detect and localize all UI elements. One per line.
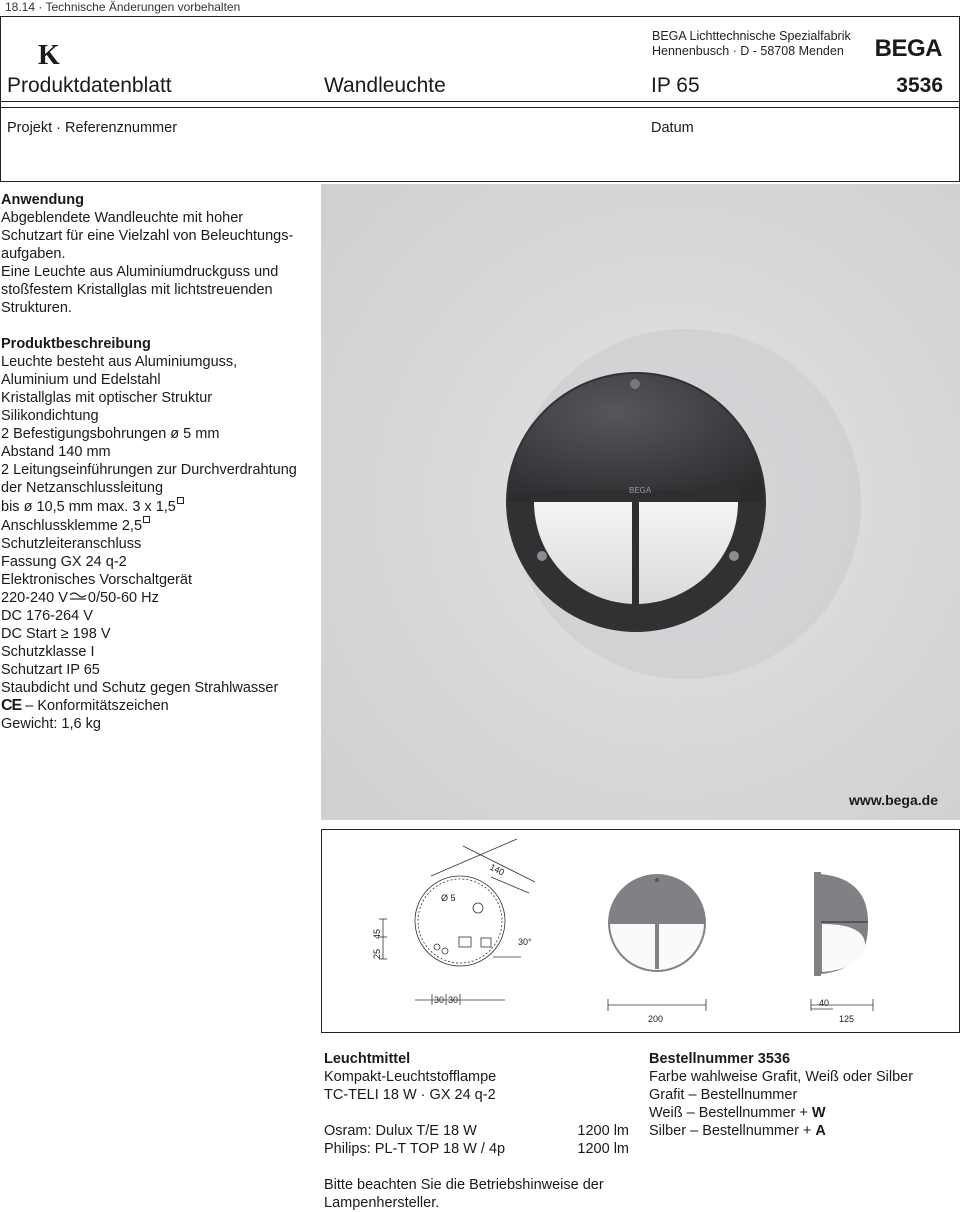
project-label: Projekt · Referenznummer — [7, 120, 178, 136]
square-mm-icon — [143, 516, 150, 523]
leuchtmittel-title: Leuchtmittel — [324, 1051, 411, 1067]
produkt-line: Kristallglas mit optischer Struktur — [1, 390, 213, 406]
header-rule-1 — [0, 101, 960, 102]
top-bar — [0, 0, 960, 16]
anwendung-line: aufgaben. — [1, 246, 66, 262]
produkt-title: Produktbeschreibung — [1, 336, 151, 352]
produkt-line: 220-240 V 0/50-60 Hz — [1, 590, 159, 606]
produkt-line: 2 Leitungseinführungen zur Durchverdrahtung — [1, 462, 297, 478]
osram-lumen: 1200 lm — [577, 1123, 629, 1139]
order-title: Bestellnummer 3536 — [649, 1051, 791, 1067]
brand-logo: BEGA — [874, 35, 942, 62]
website-link[interactable]: www.bega.de — [849, 792, 938, 808]
company-address: Hennenbusch · D - 58708 Menden — [652, 44, 844, 58]
dim-30b: 30 — [448, 995, 459, 1005]
technical-drawing — [321, 829, 960, 1033]
date-label: Datum — [651, 120, 694, 136]
produkt-line: Elektronisches Vorschaltgerät — [1, 572, 193, 588]
doc-type: Produktdatenblatt — [7, 74, 172, 97]
produkt-line: Staubdicht und Schutz gegen Strahlwasser — [1, 680, 279, 696]
ce-mark: CE — [1, 697, 22, 714]
dim-25: 25 — [372, 948, 382, 959]
produkt-line: CE – Konformitätszeichen — [1, 697, 169, 714]
anwendung-line: Eine Leuchte aus Aluminiumdruckguss und — [1, 264, 279, 280]
produkt-line: Abstand 140 mm — [1, 444, 111, 460]
ac-dc-icon — [68, 591, 88, 603]
anwendung-line: Strukturen. — [1, 300, 72, 316]
header-rule-2 — [0, 107, 960, 108]
produkt-line: Schutzleiteranschluss — [1, 536, 142, 552]
dim-200: 200 — [648, 1014, 664, 1024]
order-line: Grafit – Bestellnummer — [649, 1087, 798, 1103]
osram-label: Osram: Dulux T/E 18 W — [324, 1123, 477, 1139]
protection-class: IP 65 — [651, 74, 700, 97]
order-suffix: A — [815, 1123, 826, 1139]
dim-o5: Ø 5 — [441, 893, 456, 903]
lamp-logo: BEGA — [629, 486, 652, 495]
revision-note: 18.14 · Technische Änderungen vorbehalten — [5, 0, 241, 14]
order-line: Silber – Bestellnummer + A — [649, 1123, 826, 1139]
k-mark: K — [38, 40, 60, 71]
dim-45: 45 — [372, 928, 382, 939]
header-left-border — [0, 16, 1, 182]
header-top-rule — [0, 16, 960, 17]
produkt-line: Anschlussklemme 2,5 — [1, 516, 319, 535]
company-name: BEGA Lichttechnische Spezialfabrik — [652, 29, 851, 43]
order-line: Farbe wahlweise Grafit, Weiß oder Silber — [649, 1069, 914, 1085]
square-mm-icon — [177, 497, 184, 504]
dim-40: 40 — [819, 998, 830, 1008]
produkt-line: Aluminium und Edelstahl — [1, 372, 161, 388]
produkt-line: Silikondichtung — [1, 408, 99, 424]
product-number: 3536 — [896, 74, 943, 97]
philips-lumen: 1200 lm — [577, 1141, 629, 1157]
dim-30a: 30 — [434, 995, 445, 1005]
product-type: Wandleuchte — [324, 74, 446, 97]
lamp-note: Lampenhersteller. — [324, 1195, 440, 1211]
anwendung-title: Anwendung — [1, 192, 84, 208]
order-suffix: W — [811, 1105, 826, 1121]
description-column — [1, 191, 319, 733]
dim-30deg: 30° — [518, 937, 532, 947]
philips-label: Philips: PL-T TOP 18 W / 4p — [324, 1141, 506, 1157]
osram-row — [324, 1122, 629, 1140]
produkt-line: bis ø 10,5 mm max. 3 x 1,5 — [1, 497, 319, 516]
produkt-line: Schutzart IP 65 — [1, 662, 100, 678]
dim-140: 140 — [488, 861, 507, 878]
produkt-line: der Netzanschlussleitung — [1, 480, 164, 496]
produkt-line: Schutzklasse I — [1, 644, 95, 660]
philips-row — [324, 1140, 629, 1158]
lamp-type: Kompakt-Leuchtstofflampe — [324, 1069, 497, 1085]
header-bottom-rule — [0, 181, 960, 182]
lamp-socket: TC-TELI 18 W · GX 24 q-2 — [324, 1087, 496, 1103]
product-photo — [321, 184, 960, 820]
anwendung-line: stoßfestem Kristallglas mit lichtstreuenden — [1, 282, 273, 298]
anwendung-line: Schutzart für eine Vielzahl von Beleuchtungs- — [1, 228, 294, 244]
dim-125: 125 — [839, 1014, 855, 1024]
produkt-line: Gewicht: 1,6 kg — [1, 716, 101, 732]
produkt-line: DC 176-264 V — [1, 608, 93, 624]
anwendung-line: Abgeblendete Wandleuchte mit hoher — [1, 210, 244, 226]
produkt-line: 2 Befestigungsbohrungen ø 5 mm — [1, 426, 220, 442]
dimension-drawing — [321, 829, 960, 1033]
produkt-line: Fassung GX 24 q-2 — [1, 554, 127, 570]
produkt-line: DC Start ≥ 198 V — [1, 626, 111, 642]
order-section — [649, 1050, 949, 1140]
produkt-line: Leuchte besteht aus Aluminiumguss, — [1, 354, 238, 370]
lamp-photo-illustration — [321, 184, 960, 820]
leuchtmittel-section — [324, 1050, 634, 1212]
order-line: Weiß – Bestellnummer + W — [649, 1105, 826, 1121]
lamp-note: Bitte beachten Sie die Betriebshinweise der — [324, 1177, 604, 1193]
